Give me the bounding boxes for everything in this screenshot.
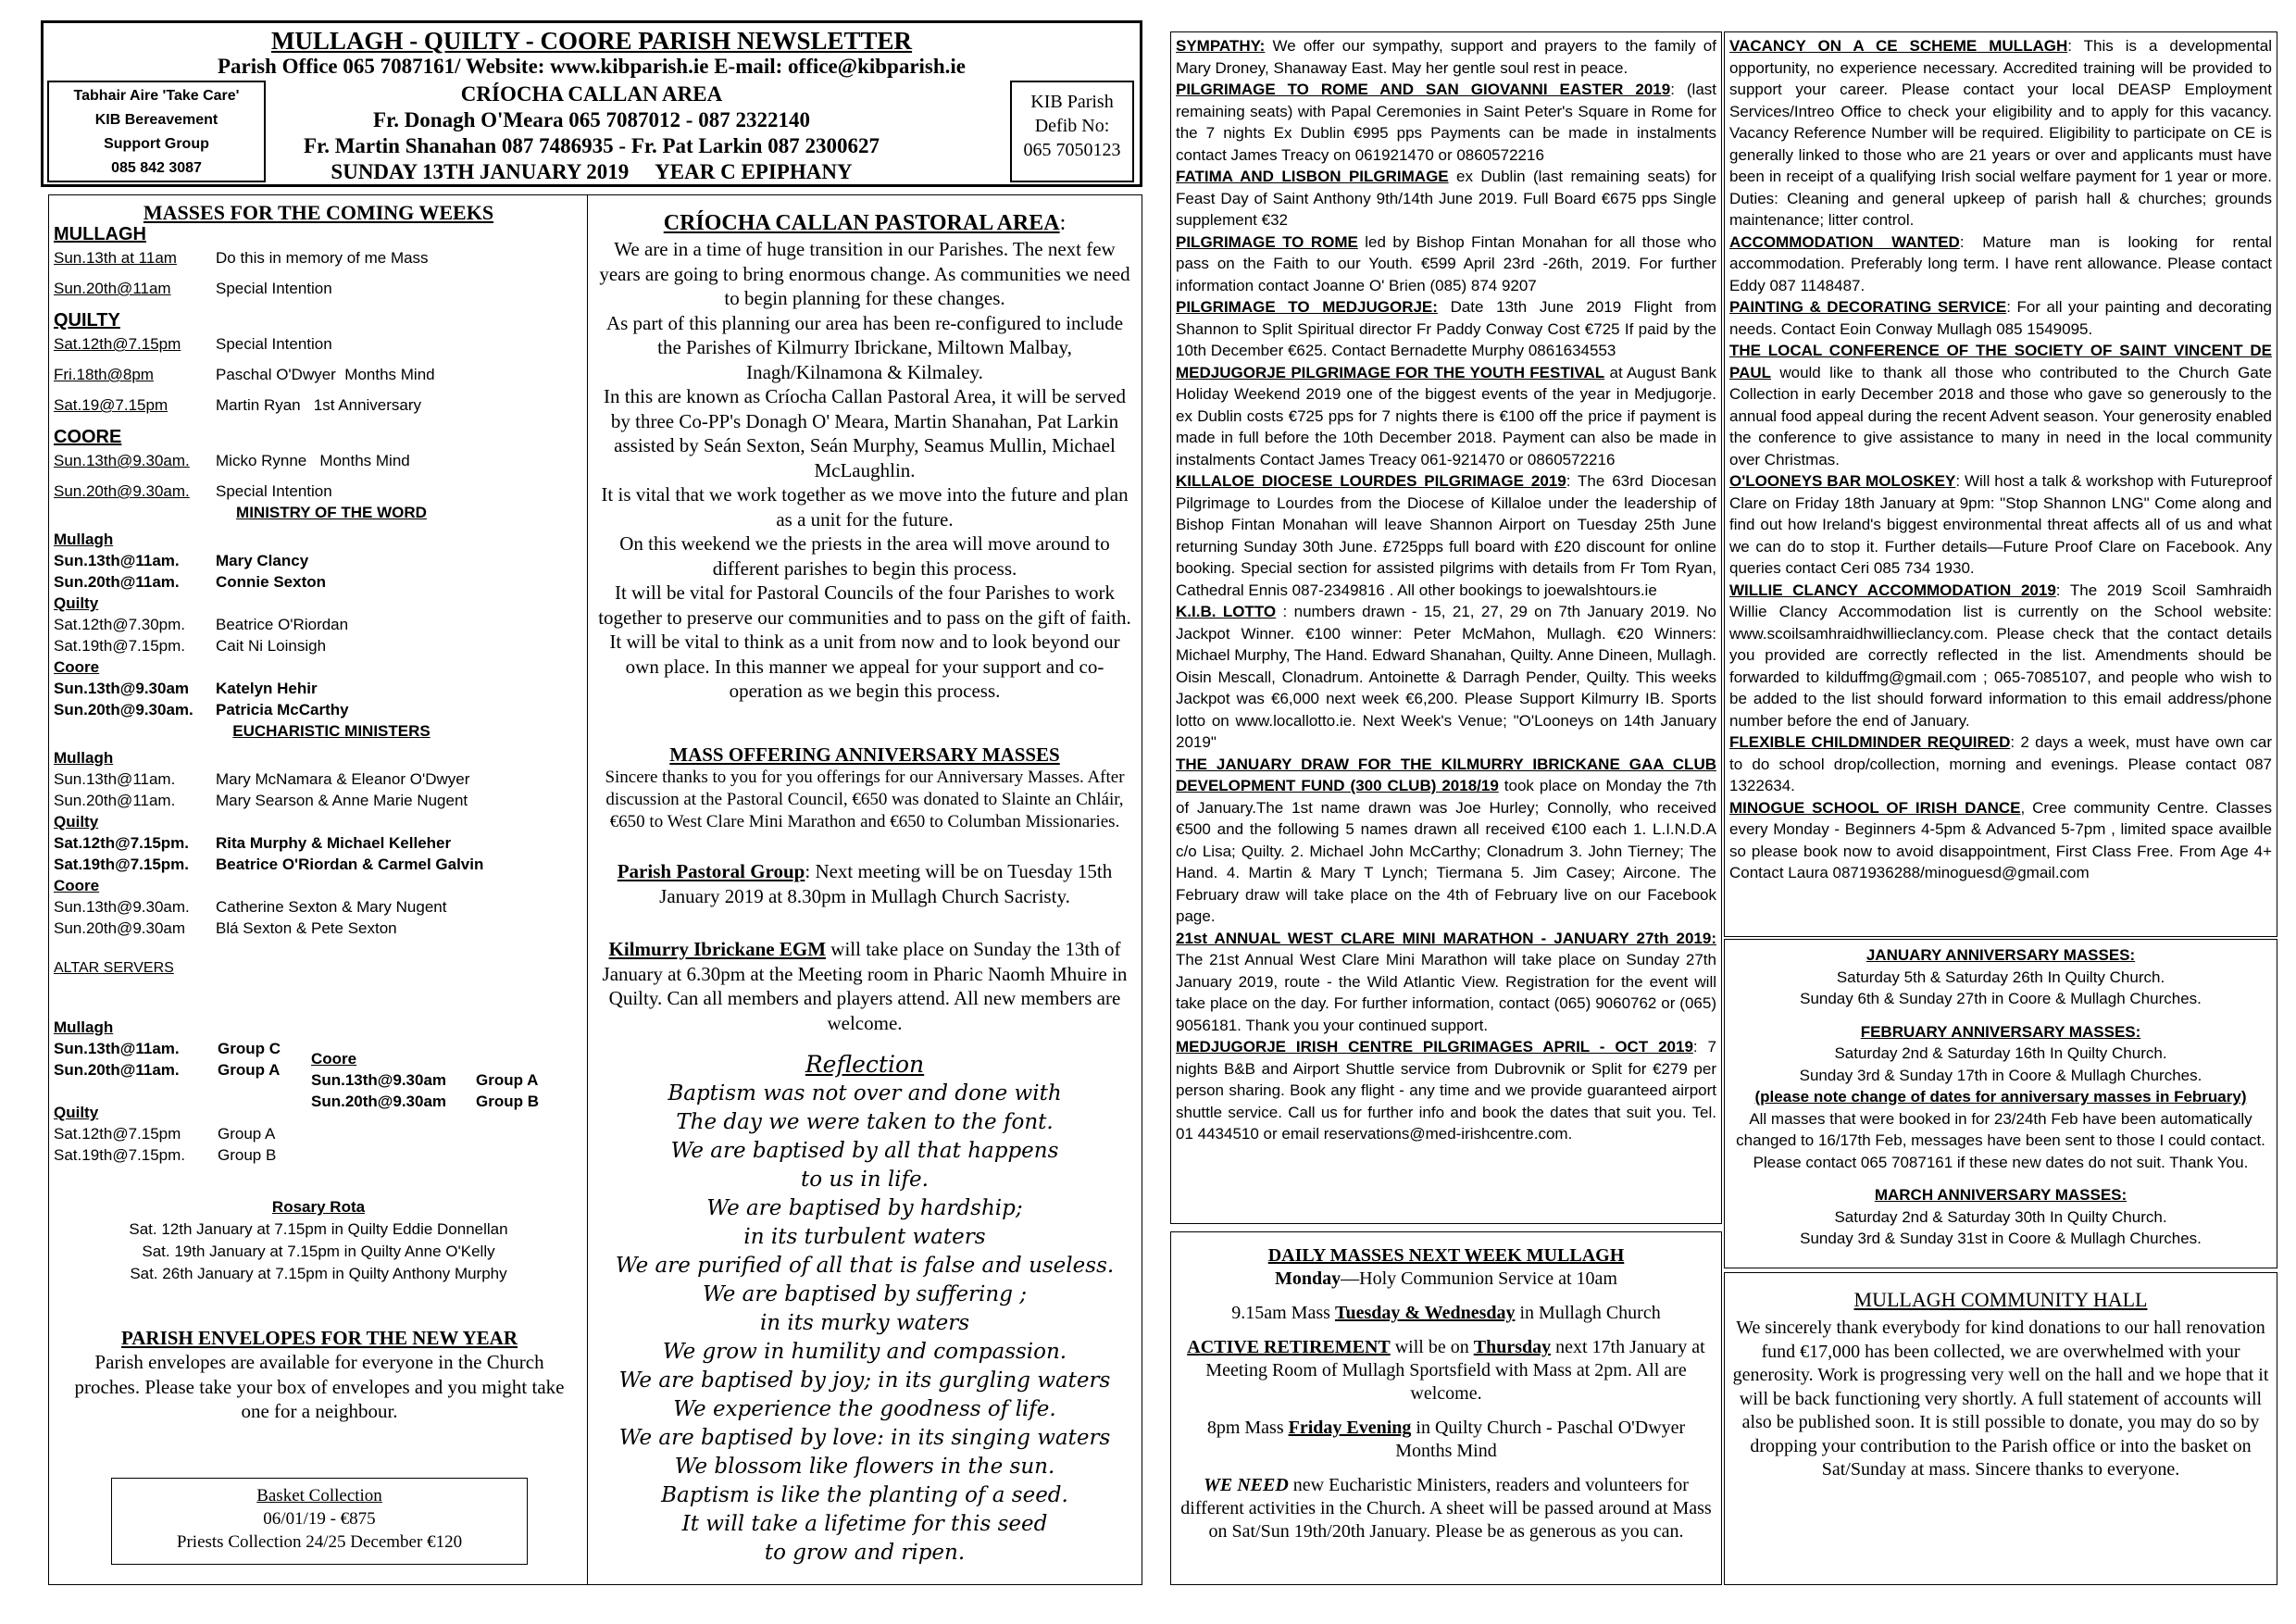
parish-office-line: Parish Office 065 7087161/ Website: www.kibparish.ie E-mail: office@kibparish.ie bbox=[217, 55, 967, 78]
reflection-line: We blossom like flowers in the sun. bbox=[674, 1455, 1055, 1479]
notice-item: PILGRIMAGE TO ROME AND SAN GIOVANNI EASTER 2019: (last remaining seats) with Papal Ceremonies in Saint Peter's Square in Rome for the 7 nights Ex Dublin €995 pps Payments can be made in instalments contact James Treacy on 061921470 or 0860572216 bbox=[1176, 81, 1716, 164]
eucharistic-row: Sat.12th@7.15pm. Rita Murphy & Michael Kelleher bbox=[54, 834, 452, 852]
reflection-line: We are baptised by hardship; bbox=[706, 1196, 1023, 1220]
hall-title: MULLAGH COMMUNITY HALL bbox=[1853, 1288, 2148, 1311]
reflection-line: We experience the goodness of life. bbox=[673, 1397, 1056, 1421]
ministry-row: Sun.13th@11am. Mary Clancy bbox=[54, 552, 309, 569]
reflection-line: Baptism was not over and done with bbox=[668, 1081, 1062, 1106]
altar-parish-coore: Coore bbox=[311, 1050, 357, 1068]
reflection-line: to us in life. bbox=[801, 1168, 929, 1192]
egm-notice: Kilmurry Ibrickane EGM will take place on Sunday the 13th of January at 6.30pm at the Meeting room in Pharic Naomh Mhuire in Quilty. Can all members and players attend. All new members are welcome. bbox=[602, 938, 1128, 1034]
reflection-line: We grow in humility and compassion. bbox=[662, 1340, 1067, 1364]
notice-item: PAINTING & DECORATING SERVICE: For all your painting and decorating needs. Contact Eoin Conway Mullagh 085 1549095. bbox=[1729, 298, 2272, 338]
feb-anniversary-note: (please note change of dates for anniversary masses in February) bbox=[1754, 1088, 2247, 1106]
pastoral-group-title: Parish Pastoral Group bbox=[617, 860, 805, 882]
feb-anniversary-text: All masses that were booked in for 23/24th Feb have been automatically changed to 16/17th Feb, messages have been sent to those I could contact. Please contact 065 7087161 if these new dates do not suit. Thank You. bbox=[1736, 1109, 2265, 1171]
eucharistic-row: Sun.20th@11am. Mary Searson & Anne Marie Nugent bbox=[54, 792, 468, 809]
reflection-line: It will take a lifetime for this seed bbox=[681, 1512, 1048, 1536]
notice-item: SYMPATHY: We offer our sympathy, support and prayers to the family of Mary Droney, Shanaway East. May her gentle soul rest in peace. bbox=[1176, 37, 1716, 77]
care-box-line: Support Group bbox=[104, 136, 209, 152]
parish-heading-quilty: QUILTY bbox=[54, 310, 120, 331]
notice-item: MINOGUE SCHOOL OF IRISH DANCE, Cree community Centre. Classes every Monday - Beginners 4-5pm & Advanced 5-7pm , limited space availble so please book now to avoid disappointment, First Class Free. From Age 4+ Contact Laura 0871936288/minoguesd@gmail.com bbox=[1729, 798, 2272, 881]
pastoral-paragraph: It is vital that we work together as we move into the future and plan as a unit for the future. bbox=[601, 483, 1129, 531]
notice-item: ACCOMMODATION WANTED: Mature man is looking for rental accommodation. Preferably long term. I have rent allowance. Please contact Eddy 087 1148487. bbox=[1729, 232, 2272, 294]
altar-row: Sat.12th@7.15pm Group A bbox=[54, 1125, 276, 1143]
defib-line: KIB Parish bbox=[1030, 92, 1114, 112]
notices-left-list bbox=[1176, 35, 1716, 1145]
anniversary-line: Sunday 3rd & Sunday 17th in Coore & Mullagh Churches. bbox=[1799, 1066, 2202, 1084]
reflection-line: We are baptised by suffering ; bbox=[702, 1282, 1028, 1306]
reflection-line: We are baptised by love: in its singing waters bbox=[618, 1426, 1111, 1450]
mar-anniversary-title: MARCH ANNIVERSARY MASSES: bbox=[1874, 1186, 2128, 1204]
parish-heading-mullagh: MULLAGH bbox=[54, 224, 146, 244]
reflection bbox=[594, 1050, 1135, 1568]
care-box-line: Tabhair Aire 'Take Care' bbox=[73, 88, 240, 104]
mass-row: Sun.20th@9.30am. Special Intention bbox=[54, 482, 332, 500]
daily-monday: Monday—Holy Communion Service at 10am bbox=[1275, 1268, 1617, 1289]
notice-item: PILGRIMAGE TO ROME led by Bishop Fintan Monahan for all those who pass on the Faith to our Youth. €599 April 23rd -26th, 2019. For further information contact Joanne O' Brien (085) 874 9207 bbox=[1176, 232, 1717, 294]
priest-line-2: Fr. Martin Shanahan 087 7486935 - Fr. Pat Larkin 087 2300627 bbox=[304, 134, 880, 157]
notice-item: THE LOCAL CONFERENCE OF THE SOCIETY OF SAINT VINCENT DE PAUL would like to thank all those who contributed to the Church Gate Collection in early December 2018 and those who gave so generously to the annual food appeal during the recent Advent season. Your generosity enabled the conference to give assistance to many in need in the local community over Christmas. bbox=[1729, 342, 2272, 468]
mass-offering-text: Sincere thanks to you for you offerings for our Anniversary Masses. After discussion at the Pastoral Council, €650 was donated to Slainte an Chláir, €650 to West Clare Mini Marathon and €650 to Columban Missionaries. bbox=[605, 768, 1125, 831]
pastoral-paragraph: As part of this planning our area has been re-configured to include the Parishes of Kilmurry Ibrickane, Miltown Malbay, Inagh/Kilnamona & Kilmaley. bbox=[605, 311, 1124, 383]
basket-line: Priests Collection 24/25 December €120 bbox=[176, 1532, 463, 1552]
newsletter-header bbox=[41, 20, 1142, 187]
defib-line: Defib No: bbox=[1034, 116, 1110, 136]
eucharistic-parish-coore: Coore bbox=[54, 877, 100, 894]
altar-row: Sun.20th@11am. Group A bbox=[54, 1061, 281, 1079]
mass-row: Sat.19@7.15pm Martin Ryan 1st Anniversary bbox=[54, 396, 422, 414]
ministry-parish-quilty: Quilty bbox=[54, 594, 99, 612]
mass-row: Sun.13th@9.30am. Micko Rynne Months Mind bbox=[54, 452, 410, 469]
date-line: SUNDAY 13TH JANUARY 2019 YEAR C EPIPHANY bbox=[331, 160, 853, 183]
notice-item: THE JANUARY DRAW FOR THE KILMURRY IBRICKANE GAA CLUB DEVELOPMENT FUND (300 CLUB) 2018/19 took place on Monday the 7th of January.The 1st name drawn was Joe Hurley; Connolly, who received €500 and the following 5 names drawn all received €100 each 1. L.I.N.D.A c/o Lisa; Quilty. 2. Michael John McCarthy; Clonadrum 3. John Tierney; The Hand. 4. Martin & Mary T Lynch; Tiermana 5. Jim Casey; Aircone. The February draw will take place on the 4th of February live on our Facebook page. bbox=[1176, 755, 1716, 925]
community-hall bbox=[1729, 1287, 2272, 1482]
reflection-line: in its murky waters bbox=[759, 1311, 970, 1335]
pastoral-group-notice: Parish Pastoral Group: Next meeting will be on Tuesday 15th January 2019 at 8.30pm in Mullagh Church Sacristy. bbox=[617, 860, 1113, 907]
altar-row: Sun.13th@11am. Group C bbox=[54, 1040, 281, 1057]
eucharistic-row: Sat.19th@7.15pm. Beatrice O'Riordan & Carmel Galvin bbox=[54, 856, 484, 873]
daily-friday: 8pm Mass Friday Evening in Quilty Church - Paschal O'Dwyer Months Mind bbox=[1206, 1418, 1686, 1461]
mass-row: Sun.13th at 11am Do this in memory of me Mass bbox=[54, 249, 429, 267]
reflection-line: in its turbulent waters bbox=[743, 1225, 986, 1249]
anniversary-masses bbox=[1729, 944, 2272, 1250]
rosary-rota bbox=[48, 1196, 589, 1285]
rosary-line: Sat. 19th January at 7.15pm in Quilty Anne O'Kelly bbox=[142, 1243, 495, 1260]
pastoral-paragraph: We are in a time of huge transition in our Parishes. The next few years are going to bring enormous change. As communities we need to begin planning for these changes. bbox=[599, 238, 1130, 309]
eucharistic-parish-mullagh: Mullagh bbox=[54, 749, 114, 767]
notice-item: O'LOONEYS BAR MOLOSKEY: Will host a talk & workshop with Futureproof Clare on Friday 18th January at 9pm: "Stop Shannon LNG" Come along and find out how Ireland's biggest environmental threat affects all of us and what we can do to stop it. Further details—Future Proof Clare on Facebook. Any queries contact Ceri 085 734 1930. bbox=[1729, 472, 2273, 577]
daily-title: DAILY MASSES NEXT WEEK MULLAGH bbox=[1267, 1245, 1625, 1266]
altar-parish-quilty: Quilty bbox=[54, 1104, 99, 1121]
mass-schedule bbox=[54, 222, 572, 979]
rosary-line: Sat. 12th January at 7.15pm in Quilty Eddie Donnellan bbox=[129, 1220, 508, 1238]
defib-line: 065 7050123 bbox=[1023, 140, 1121, 160]
pastoral-paragraph: On this weekend we the priests in the area will move around to different parishes to begin this process. bbox=[619, 532, 1110, 580]
ministry-row: Sat.12th@7.30pm. Beatrice O'Riordan bbox=[54, 616, 349, 633]
daily-tuesday: 9.15am Mass Tuesday & Wednesday in Mullagh Church bbox=[1231, 1303, 1661, 1323]
notice-item: KILLALOE DIOCESE LOURDES PILGRIMAGE 2019: The 63rd Diocesan Pilgrimage to Lourdes from the Diocese of Killaloe under the leadership of Bishop Fintan Monahan will leave Shannon Airport on Tuesday 25th June returning Sunday 30th June. £725pps full board with £20 discount for online booking. Special section for assisted pilgrims with details from Fr Tom Ryan, Cathedral Ennis 087-2349816 . All other bookings to joewalshtours.ie bbox=[1176, 472, 1716, 599]
notices-right-list bbox=[1729, 35, 2272, 884]
altar-servers-coore bbox=[311, 1048, 552, 1112]
pastoral-paragraph: It will be vital to think as a unit from now and to look beyond our own place. In this manner we appeal for your support and co-operation as we begin this process. bbox=[609, 631, 1120, 702]
ministry-row: Sun.20th@9.30am. Patricia McCarthy bbox=[54, 701, 349, 718]
basket-collection-box bbox=[111, 1478, 528, 1565]
mass-offering bbox=[594, 743, 1135, 833]
notice-item: WILLIE CLANCY ACCOMMODATION 2019: The 2019 Scoil Samhraidh Willie Clancy Accommodation list is currently on the School website: www.scoilsamhraidhwillieclancy.com. Please check that the contact details you provided are correctly reflected in the list. Amendments should be forwarded to kilduffmg@gmail.com ; 065-7085107, and people who wish to be added to the list should forward information to this email address/phone number before the end of January. bbox=[1729, 581, 2272, 730]
notice-item: VACANCY ON A CE SCHEME MULLAGH: This is a developmental opportunity, no experience necessary. Accredited training will be provided to support your career. Please contact your local DEASP Employment Services/Intreo Office to check your eligibility and to apply for this vacancy. Vacancy Reference Number will be required. Eligibility to participate on CE is generally linked to those who are 21 years or over and applicants must have been in receipt of a qualifying Irish social welfare payment for 1 year or more. Duties: Cleaning and general upkeep of parish hall & churches; grounds maintenance; litter control. bbox=[1729, 37, 2272, 229]
daily-we-need: WE NEED new Eucharistic Ministers, readers and volunteers for different activities in the Church. A sheet will be passed around at Mass on Sat/Sun 19th/20th January. Please be as generous as you can. bbox=[1180, 1475, 1712, 1542]
eucharistic-title-row bbox=[54, 720, 572, 742]
anniversary-line: Saturday 2nd & Saturday 30th In Quilty Church. bbox=[1834, 1207, 2167, 1226]
anniversary-line: Saturday 2nd & Saturday 16th In Quilty Church. bbox=[1834, 1044, 2167, 1062]
parish-envelopes bbox=[74, 1326, 565, 1424]
newsletter-title: MULLAGH - QUILTY - COORE PARISH NEWSLETTER bbox=[270, 27, 913, 55]
daily-active-retirement: ACTIVE RETIREMENT will be on Thursday next 17th January at Meeting Room of Mullagh Sportsfield with Mass at 2pm. All are welcome. bbox=[1187, 1337, 1705, 1404]
reflection-line: The day we were taken to the font. bbox=[676, 1110, 1054, 1134]
mass-offering-title: MASS OFFERING ANNIVERSARY MASSES bbox=[669, 743, 1060, 766]
ministry-row: Sun.20th@11am. Connie Sexton bbox=[54, 573, 327, 591]
altar-servers-title: ALTAR SERVERS bbox=[54, 960, 174, 976]
parish-heading-coore: COORE bbox=[54, 427, 122, 447]
eucharistic-row: Sun.13th@9.30am. Catherine Sexton & Mary Nugent bbox=[54, 898, 447, 916]
pastoral-area bbox=[594, 209, 1135, 704]
area-name: CRÍOCHA CALLAN AREA bbox=[460, 82, 723, 106]
reflection-line: to grow and ripen. bbox=[764, 1541, 966, 1565]
ministry-row: Sat.19th@7.15pm. Cait Ni Loinsigh bbox=[54, 637, 327, 655]
notice-item: PILGRIMAGE TO MEDJUGORJE: Date 13th June 2019 Flight from Shannon to Split Spiritual director Fr Paddy Conway Cost €725 If paid by the 10th December €625. Contact Bernadette Murphy 0861634553 bbox=[1176, 298, 1716, 359]
masses-title: MASSES FOR THE COMING WEEKS bbox=[143, 201, 494, 224]
ministry-parish-coore: Coore bbox=[54, 658, 100, 676]
priest-line-1: Fr. Donagh O'Meara 065 7087012 - 087 2322140 bbox=[373, 108, 810, 131]
reflection-line: We are baptised by joy; in its gurgling waters bbox=[618, 1368, 1111, 1393]
anniversary-line: Saturday 5th & Saturday 26th In Quilty Church. bbox=[1836, 968, 2165, 986]
reflection-line: Baptism is like the planting of a seed. bbox=[661, 1483, 1068, 1507]
pastoral-title-row: CRÍOCHA CALLAN PASTORAL AREA: bbox=[663, 211, 1067, 235]
notice-item: FLEXIBLE CHILDMINDER REQUIRED: 2 days a week, must have own car to do school drop/collection, morning and evenings. Please contact 087 1322634. bbox=[1729, 733, 2272, 794]
defib-box bbox=[1010, 81, 1134, 182]
basket-title: Basket Collection bbox=[256, 1486, 382, 1505]
altar-row: Sun.20th@9.30am Group B bbox=[311, 1093, 539, 1110]
ministry-title: MINISTRY OF THE WORD bbox=[236, 504, 427, 521]
eucharistic-row: Sun.20th@9.30am Blá Sexton & Pete Sexton bbox=[54, 919, 397, 937]
ministry-parish-mullagh: Mullagh bbox=[54, 531, 114, 548]
notice-item: FATIMA AND LISBON PILGRIMAGE ex Dublin (last remaining seats) for Feast Day of Saint Anthony 9th/14th June 2019. Full Board €675 pps Single supplement €32 bbox=[1176, 168, 1717, 229]
altar-row: Sun.13th@9.30am Group A bbox=[311, 1071, 539, 1089]
mass-row: Fri.18th@8pm Paschal O'Dwyer Months Mind bbox=[54, 366, 435, 383]
care-box-line: 085 842 3087 bbox=[111, 160, 202, 176]
notice-item: MEDJUGORJE PILGRIMAGE FOR THE YOUTH FESTIVAL at August Bank Holiday Weekend 2019 one of the biggest events of the year in Medjugorje. ex Dublin costs €725 pps for 7 nights there is €100 off the price if payment is made in full before the 10th December 2018. Payment can also be made in instalments Contact James Treacy 061-921470 or 0860572216 bbox=[1176, 363, 1716, 468]
mass-row: Sun.20th@11am Special Intention bbox=[54, 280, 332, 297]
bereavement-support-box bbox=[47, 81, 266, 182]
egm-title: Kilmurry Ibrickane EGM bbox=[608, 938, 827, 960]
basket-line: 06/01/19 - €875 bbox=[263, 1509, 376, 1529]
ministry-title-row bbox=[54, 502, 572, 523]
pastoral-paragraph: It will be vital for Pastoral Councils of the four Parishes to work together to preserve our communities and to pass on the gift of faith. bbox=[598, 581, 1131, 629]
envelopes-title: PARISH ENVELOPES FOR THE NEW YEAR bbox=[120, 1327, 518, 1349]
pastoral-paragraph: In this are known as Críocha Callan Pastoral Area, it will be served by three Co-PP's Donagh O' Meara, Martin Shanahan, Pat Larkin assisted by Seán Sexton, Seán Murphy, Seamus Mullin, Michael McLaughlin. bbox=[604, 385, 1126, 481]
care-box-line: KIB Bereavement bbox=[94, 112, 218, 128]
notice-item: 21st ANNUAL WEST CLARE MINI MARATHON - JANUARY 27th 2019: The 21st Annual West Clare Mini Marathon will take place on Sunday 27th January 2019, route - the Wild Atlantic View. Registration for the event will take place on the day. For further information, contact (065) 9060762 or (065) 9056181. Thank you your continued support. bbox=[1176, 929, 1716, 1034]
eucharistic-parish-quilty: Quilty bbox=[54, 813, 99, 831]
hall-text: We sincerely thank everybody for kind donations to our hall renovation fund €17,000 has been collected, we are overwhelmed with your generosity. Work is progressing very well on the hall and we hope that it will be back functioning very shortly. A full statement of accounts will also be published soon. It is still possible to donate, you may do so by dropping your contribution to the Parish office or into the basket on Sat/Sunday at mass. Sincere thanks to everyone. bbox=[1732, 1318, 2269, 1480]
notice-item: MEDJUGORJE IRISH CENTRE PILGRIMAGES APRIL - OCT 2019: 7 nights B&B and Airport Shuttle service from Dubrovnik or Split for €279 per person sharing. Book any flight - any time and we provide guaranteed airport shuttle service. Call us for further info and book the dates that suit you. Tel. 01 4434510 or email reservations@med-irishcentre.com. bbox=[1176, 1038, 1716, 1143]
daily-masses bbox=[1178, 1244, 1715, 1543]
eucharistic-title: EUCHARISTIC MINISTERS bbox=[232, 722, 430, 740]
mass-row: Sat.12th@7.15pm Special Intention bbox=[54, 335, 332, 353]
altar-parish-mullagh: Mullagh bbox=[54, 1018, 114, 1036]
eucharistic-row: Sun.13th@11am. Mary McNamara & Eleanor O'Dwyer bbox=[54, 770, 470, 788]
reflection-title: Reflection bbox=[805, 1051, 925, 1078]
anniversary-line: Sunday 3rd & Sunday 31st in Coore & Mullagh Churches. bbox=[1800, 1230, 2202, 1247]
rosary-title: Rosary Rota bbox=[271, 1198, 366, 1216]
ministry-row: Sun.13th@9.30am Katelyn Hehir bbox=[54, 680, 318, 697]
altar-row: Sat.19th@7.15pm. Group B bbox=[54, 1146, 277, 1164]
rosary-line: Sat. 26th January at 7.15pm in Quilty Anthony Murphy bbox=[130, 1265, 507, 1282]
feb-anniversary-title: FEBRUARY ANNIVERSARY MASSES: bbox=[1860, 1022, 2141, 1041]
pastoral-title: CRÍOCHA CALLAN PASTORAL AREA bbox=[663, 211, 1060, 235]
envelopes-text: Parish envelopes are available for everyone in the Church proches. Please take your box of envelopes and you might take one for a neighbour. bbox=[74, 1351, 565, 1422]
reflection-line: We are purified of all that is false and useless. bbox=[615, 1254, 1115, 1278]
reflection-line: We are baptised by all that happens bbox=[670, 1139, 1059, 1163]
anniversary-line: Sunday 6th & Sunday 27th in Coore & Mullagh Churches. bbox=[1800, 990, 2202, 1007]
jan-anniversary-title: JANUARY ANNIVERSARY MASSES: bbox=[1866, 946, 2136, 964]
notice-item: K.I.B. LOTTO : numbers drawn - 15, 21, 27, 29 on 7th January 2019. No Jackpot Winner. €100 winner: Peter McMahon, Mullagh. €20 Winners: Michael Murphy, The Hand. Edward Shanahan, Quilty. Anne Dineen, Mullagh. Oisin Mescall, Clonadrum. Antoinette & Darragh Pender, Quilty. This weeks Jackpot was €6,000 next week €6,200. Please Support Kilmurry IB. Sports lotto on www.locallotto.ie. Next Week's Venue; "O'Looneys on 14th January 2019" bbox=[1176, 603, 1717, 751]
